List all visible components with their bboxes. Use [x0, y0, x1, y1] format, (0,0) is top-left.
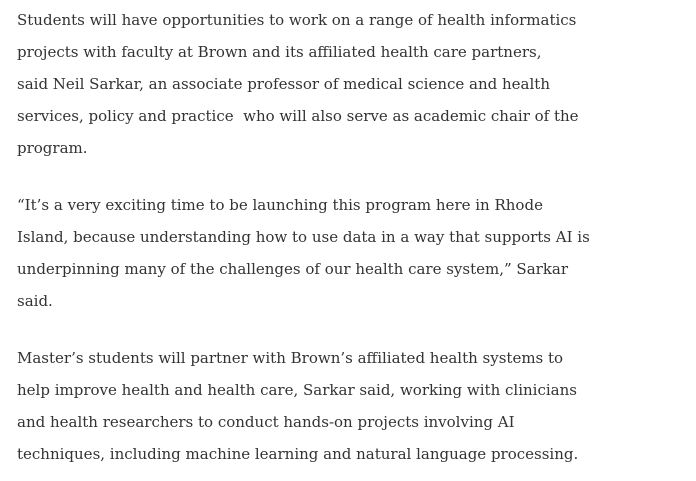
- paragraph-line: said.: [17, 292, 53, 310]
- paragraph-spacer: [17, 317, 695, 342]
- paragraph-line: and health researchers to conduct hands-on projects involving AI: [17, 413, 515, 431]
- paragraph-line: projects with faculty at Brown and its affiliated health care partners,: [17, 43, 542, 61]
- paragraph-1: [17, 4, 695, 164]
- paragraph-line: Island, because understanding how to use data in a way that supports AI is: [17, 228, 590, 246]
- paragraph-2: [17, 189, 695, 317]
- paragraph-line: Master’s students will partner with Brown’s affiliated health systems to: [17, 349, 564, 367]
- paragraph-line: Students will have opportunities to work on a range of health informatics: [17, 11, 577, 29]
- paragraph-3: [17, 342, 695, 470]
- paragraph-line: “It’s a very exciting time to be launching this program here in Rhode: [17, 196, 543, 214]
- paragraph-line: said Neil Sarkar, an associate professor of medical science and health: [17, 75, 550, 93]
- paragraph-line: help improve health and health care, Sarkar said, working with clinicians: [17, 381, 577, 399]
- paragraph-line: program.: [17, 139, 88, 157]
- article-body: [17, 4, 695, 470]
- paragraph-spacer: [17, 164, 695, 189]
- paragraph-line: techniques, including machine learning and natural language processing.: [17, 445, 579, 463]
- paragraph-line: underpinning many of the challenges of our health care system,” Sarkar: [17, 260, 569, 278]
- paragraph-line: services, policy and practice who will also serve as academic chair of the: [17, 107, 579, 125]
